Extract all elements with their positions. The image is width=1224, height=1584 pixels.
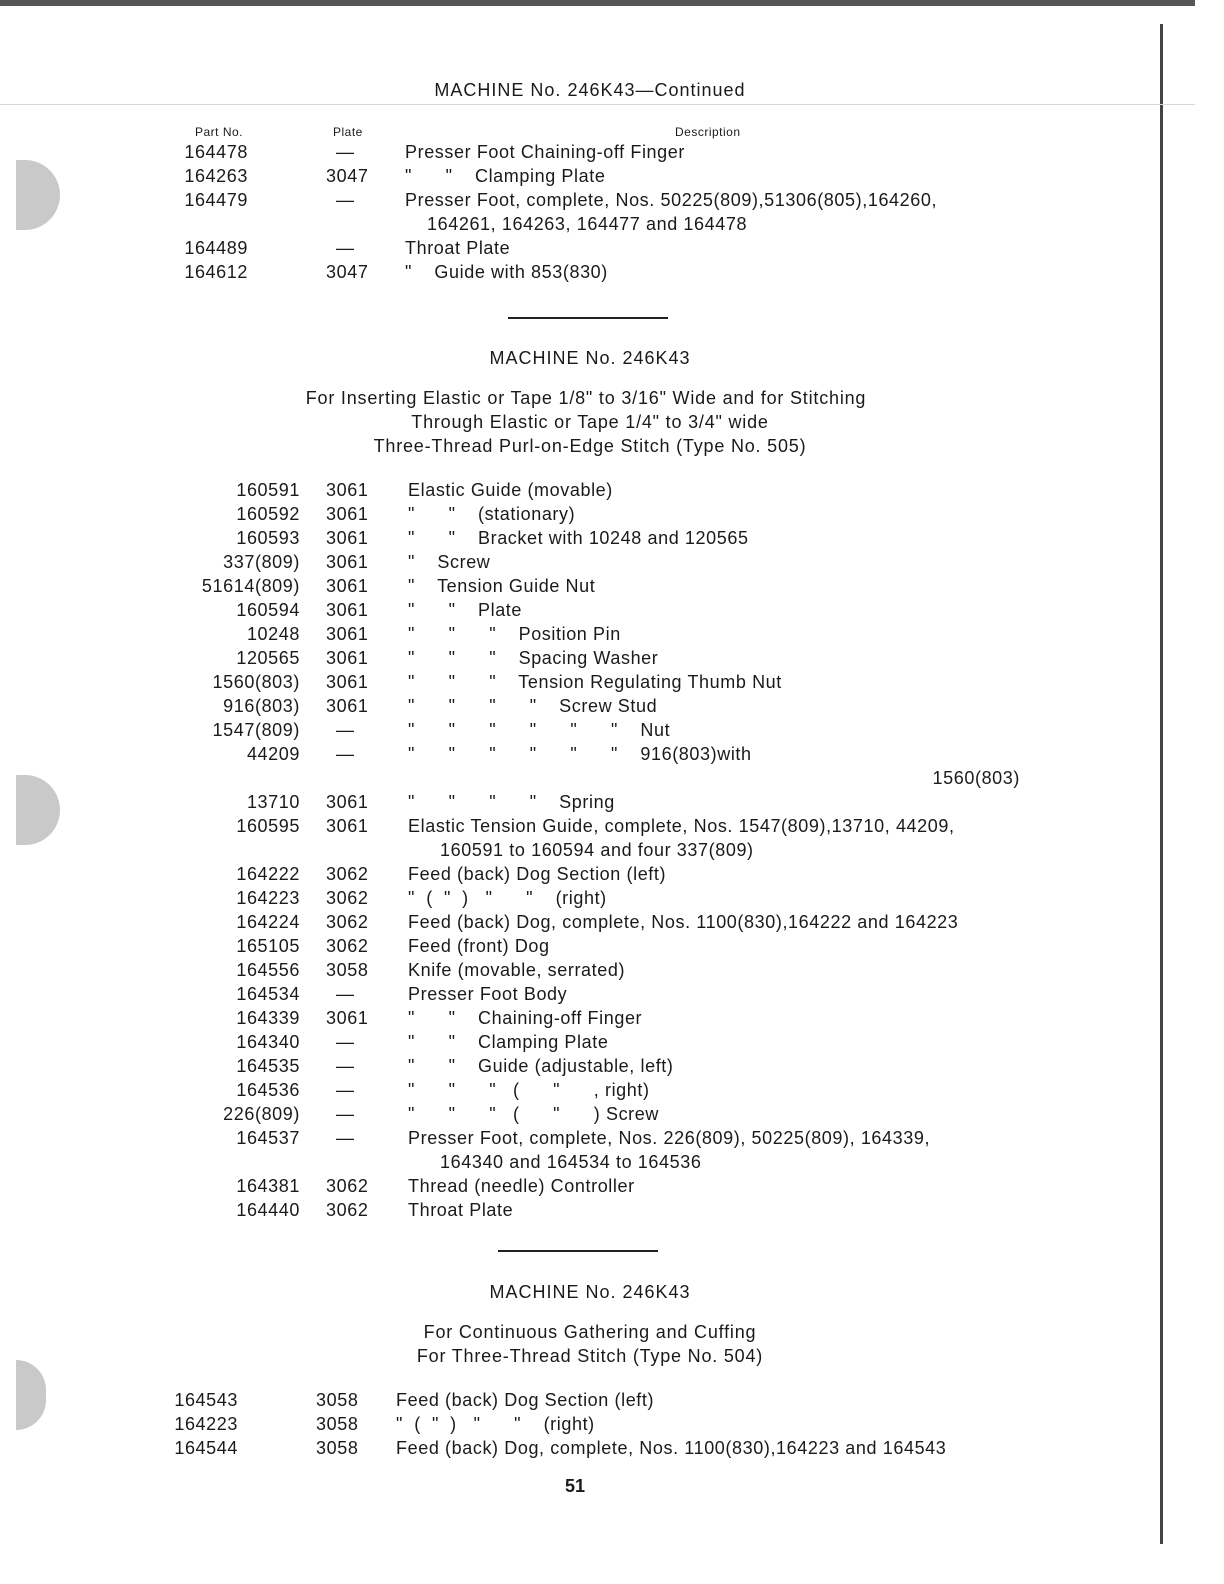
part-description: Elastic Guide (movable) xyxy=(408,480,613,500)
part-number: 164223 xyxy=(236,888,300,908)
part-description: " ( " ) " " (right) xyxy=(408,888,607,908)
part-description: Presser Foot, complete, Nos. 50225(809),51306(805),164260, xyxy=(405,190,938,210)
plate-number: 3061 xyxy=(326,1008,369,1028)
part-number: 164537 xyxy=(236,1128,300,1148)
part-number: 10248 xyxy=(246,624,300,644)
plate-number: 3058 xyxy=(316,1438,359,1458)
part-number: 164224 xyxy=(236,912,300,932)
part-description: " " " " Screw Stud xyxy=(408,696,658,716)
part-number: 13710 xyxy=(246,792,300,812)
part-description-continued: 164261, 164263, 164477 and 164478 xyxy=(427,214,748,234)
section-title: MACHINE No. 246K43 xyxy=(489,1282,691,1302)
page-number: 51 xyxy=(564,1476,586,1496)
table-row xyxy=(0,1412,1150,1436)
table-row xyxy=(0,140,1150,164)
part-description-continued: 160591 to 160594 and four 337(809) xyxy=(440,840,754,860)
part-number: 160591 xyxy=(236,480,300,500)
part-description: " " Plate xyxy=(408,600,523,620)
column-header-plate: Plate xyxy=(333,125,363,139)
plate-number: — xyxy=(336,984,355,1004)
plate-number: 3062 xyxy=(326,1200,369,1220)
table-row xyxy=(0,1436,1150,1460)
table-row xyxy=(0,1078,1150,1102)
section-subtitle-line: For Three-Thread Stitch (Type No. 504) xyxy=(416,1346,764,1366)
table-row xyxy=(0,742,1150,788)
part-number: 337(809) xyxy=(223,552,300,572)
plate-number: 3062 xyxy=(326,912,369,932)
plate-number: 3058 xyxy=(316,1414,359,1434)
part-description: " Tension Guide Nut xyxy=(408,576,596,596)
top-edge-line xyxy=(0,0,1195,6)
plate-number: 3047 xyxy=(326,262,369,282)
plate-number: 3062 xyxy=(326,888,369,908)
column-header-description: Description xyxy=(675,125,741,139)
part-description: " " " Position Pin xyxy=(408,624,621,644)
part-description-continued: 164340 and 164534 to 164536 xyxy=(440,1152,702,1172)
part-description: Throat Plate xyxy=(405,238,511,258)
table-row xyxy=(0,526,1150,550)
part-description: " Screw xyxy=(408,552,491,572)
part-number: 51614(809) xyxy=(201,576,300,596)
part-description: Elastic Tension Guide, complete, Nos. 1547(809),13710, 44209, xyxy=(408,816,955,836)
part-number: 1560(803) xyxy=(212,672,300,692)
plate-number: 3061 xyxy=(326,480,369,500)
part-description: Presser Foot Chaining-off Finger xyxy=(405,142,685,162)
part-number: 164535 xyxy=(236,1056,300,1076)
column-header-part: Part No. xyxy=(195,125,244,139)
table-row xyxy=(0,188,1150,234)
part-description: " " " Tension Regulating Thumb Nut xyxy=(408,672,782,692)
part-description: " " Clamping Plate xyxy=(408,1032,609,1052)
section-divider xyxy=(508,317,668,319)
table-row xyxy=(0,670,1150,694)
table-row xyxy=(0,1030,1150,1054)
table-row xyxy=(0,1126,1150,1172)
part-number: 120565 xyxy=(236,648,300,668)
table-row xyxy=(0,934,1150,958)
scan-line xyxy=(0,104,1195,105)
part-description: " " " " " " Nut xyxy=(408,720,671,740)
part-description: " Guide with 853(830) xyxy=(405,262,608,282)
part-number: 164489 xyxy=(184,238,248,258)
part-description: " " " " " " 916(803)with xyxy=(408,744,752,764)
plate-number: — xyxy=(336,142,355,162)
plate-number: 3061 xyxy=(326,600,369,620)
section-subtitle-line: Three-Thread Purl-on-Edge Stitch (Type No. 505) xyxy=(373,436,807,456)
plate-number: — xyxy=(336,238,355,258)
part-description: Feed (front) Dog xyxy=(408,936,550,956)
right-edge-line xyxy=(1160,24,1163,1544)
part-number: 165105 xyxy=(236,936,300,956)
table-row xyxy=(0,910,1150,934)
table-row xyxy=(0,236,1150,260)
part-number: 164223 xyxy=(174,1414,238,1434)
table-row xyxy=(0,622,1150,646)
part-number: 164440 xyxy=(236,1200,300,1220)
plate-number: — xyxy=(336,1032,355,1052)
page-header: MACHINE No. 246K43—Continued xyxy=(434,80,746,100)
part-description: " " (stationary) xyxy=(408,504,576,524)
plate-number: 3062 xyxy=(326,1176,369,1196)
part-number: 164544 xyxy=(174,1438,238,1458)
plate-number: 3061 xyxy=(326,528,369,548)
table-row xyxy=(0,718,1150,742)
part-number: 44209 xyxy=(246,744,300,764)
part-description: " " Chaining-off Finger xyxy=(408,1008,643,1028)
part-description: " " Clamping Plate xyxy=(405,166,606,186)
table-row xyxy=(0,1198,1150,1222)
part-description: Presser Foot Body xyxy=(408,984,568,1004)
part-number: 164534 xyxy=(236,984,300,1004)
table-row xyxy=(0,1006,1150,1030)
plate-number: 3061 xyxy=(326,792,369,812)
part-number: 164340 xyxy=(236,1032,300,1052)
table-row xyxy=(0,1388,1150,1412)
plate-number: — xyxy=(336,1104,355,1124)
part-number: 164339 xyxy=(236,1008,300,1028)
part-description: " " " ( " , right) xyxy=(408,1080,650,1100)
plate-number: 3062 xyxy=(326,864,369,884)
table-row xyxy=(0,790,1150,814)
part-description: Feed (back) Dog, complete, Nos. 1100(830),164223 and 164543 xyxy=(396,1438,947,1458)
table-row xyxy=(0,982,1150,1006)
plate-number: — xyxy=(336,1080,355,1100)
part-description: Thread (needle) Controller xyxy=(408,1176,635,1196)
section-title: MACHINE No. 246K43 xyxy=(489,348,691,368)
table-row xyxy=(0,1174,1150,1198)
table-row xyxy=(0,478,1150,502)
plate-number: 3062 xyxy=(326,936,369,956)
part-description: " " Bracket with 10248 and 120565 xyxy=(408,528,749,548)
table-row xyxy=(0,502,1150,526)
plate-number: — xyxy=(336,190,355,210)
part-description: Feed (back) Dog Section (left) xyxy=(396,1390,655,1410)
table-row xyxy=(0,164,1150,188)
plate-number: — xyxy=(336,1056,355,1076)
table-row xyxy=(0,862,1150,886)
part-description: " " " " Spring xyxy=(408,792,615,812)
table-row xyxy=(0,574,1150,598)
part-description-continued: 1560(803) xyxy=(932,768,1020,788)
section-divider xyxy=(498,1250,658,1252)
part-description: Feed (back) Dog, complete, Nos. 1100(830),164222 and 164223 xyxy=(408,912,959,932)
part-number: 226(809) xyxy=(223,1104,300,1124)
plate-number: 3058 xyxy=(326,960,369,980)
part-number: 160593 xyxy=(236,528,300,548)
part-number: 164263 xyxy=(184,166,248,186)
part-number: 164478 xyxy=(184,142,248,162)
section-subtitle-line: For Continuous Gathering and Cuffing xyxy=(423,1322,757,1342)
part-number: 160594 xyxy=(236,600,300,620)
section-subtitle-line: Through Elastic or Tape 1/4" to 3/4" wide xyxy=(411,412,769,432)
section-subtitle-line: For Inserting Elastic or Tape 1/8" to 3/16" Wide and for Stitching xyxy=(305,388,867,408)
part-number: 164536 xyxy=(236,1080,300,1100)
part-number: 160592 xyxy=(236,504,300,524)
part-number: 164479 xyxy=(184,190,248,210)
part-number: 164556 xyxy=(236,960,300,980)
part-description: Feed (back) Dog Section (left) xyxy=(408,864,667,884)
plate-number: 3058 xyxy=(316,1390,359,1410)
part-number: 164543 xyxy=(174,1390,238,1410)
plate-number: 3061 xyxy=(326,696,369,716)
table-row xyxy=(0,886,1150,910)
part-description: " " " Spacing Washer xyxy=(408,648,659,668)
part-description: Throat Plate xyxy=(408,1200,514,1220)
part-description: " " Guide (adjustable, left) xyxy=(408,1056,674,1076)
table-row xyxy=(0,1102,1150,1126)
part-description: Knife (movable, serrated) xyxy=(408,960,626,980)
part-description: " " " ( " ) Screw xyxy=(408,1104,659,1124)
plate-number: 3047 xyxy=(326,166,369,186)
part-number: 916(803) xyxy=(223,696,300,716)
plate-number: 3061 xyxy=(326,648,369,668)
part-number: 164222 xyxy=(236,864,300,884)
plate-number: 3061 xyxy=(326,504,369,524)
part-number: 160595 xyxy=(236,816,300,836)
plate-number: 3061 xyxy=(326,624,369,644)
part-description: Presser Foot, complete, Nos. 226(809), 50225(809), 164339, xyxy=(408,1128,931,1148)
table-row xyxy=(0,694,1150,718)
plate-number: 3061 xyxy=(326,576,369,596)
table-row xyxy=(0,598,1150,622)
part-number: 1547(809) xyxy=(212,720,300,740)
plate-number: 3061 xyxy=(326,552,369,572)
plate-number: — xyxy=(336,720,355,740)
table-row xyxy=(0,260,1150,284)
plate-number: — xyxy=(336,1128,355,1148)
table-row xyxy=(0,814,1150,860)
part-number: 164381 xyxy=(236,1176,300,1196)
table-row xyxy=(0,1054,1150,1078)
table-row xyxy=(0,958,1150,982)
plate-number: — xyxy=(336,744,355,764)
plate-number: 3061 xyxy=(326,672,369,692)
table-row xyxy=(0,646,1150,670)
part-description: " ( " ) " " (right) xyxy=(396,1414,595,1434)
plate-number: 3061 xyxy=(326,816,369,836)
part-number: 164612 xyxy=(184,262,248,282)
table-row xyxy=(0,550,1150,574)
